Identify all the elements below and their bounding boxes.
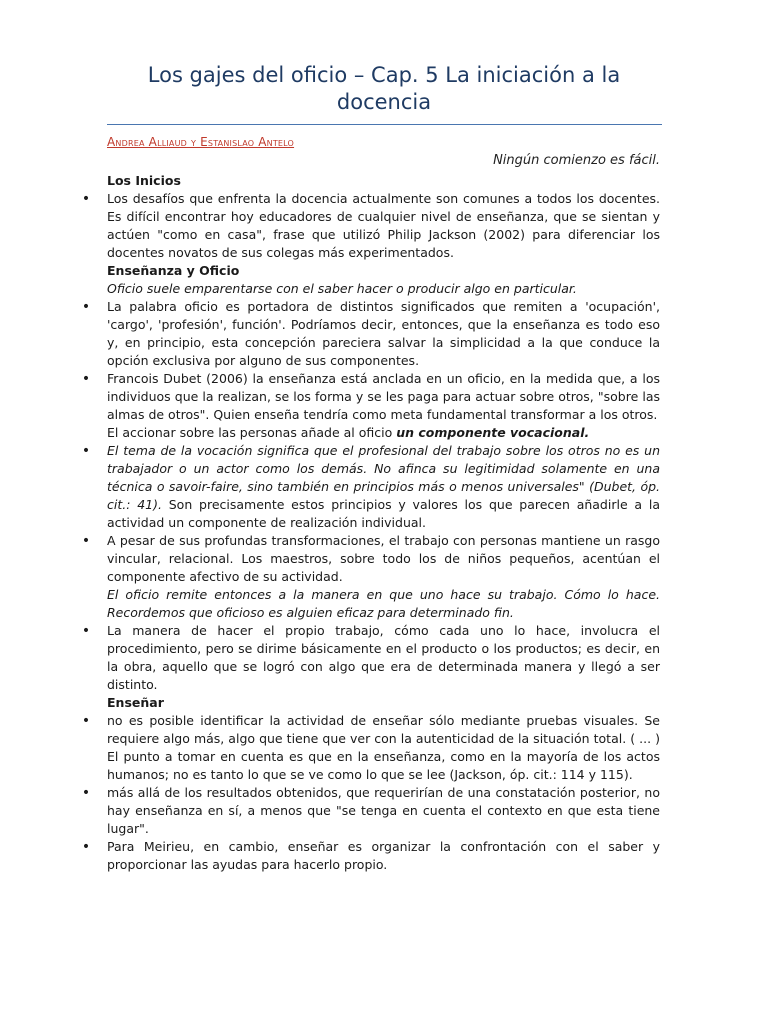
- oficio-note: El oficio remite entonces a la manera en que uno hace su trabajo. Cómo lo hace. Recordemos que oficioso es alguien eficaz para determinado fin.: [107, 587, 660, 620]
- bullet-icon: •: [81, 533, 91, 549]
- bullet-icon: •: [81, 443, 91, 459]
- section-heading-inicios: Los Inicios: [107, 173, 181, 188]
- bullet-icon: •: [81, 785, 91, 801]
- oficio-intro: Oficio suele emparentarse con el saber hacer o producir algo en particular.: [107, 281, 577, 296]
- paragraph-text: no es posible identificar la actividad de enseñar sólo mediante pruebas visuales. Se requiere algo más, algo que tiene que ver con la autenticidad de la situación total. ( ... ) El punto a tomar en cuenta es que en la enseñanza, como en la mayoría de los actos humanos; no es tanto lo que se ve como lo que se lee (Jackson, óp. cit.: 114 y 115).: [107, 713, 660, 782]
- list-item: [81, 532, 660, 586]
- list-item: [81, 622, 660, 694]
- bullet-icon: •: [81, 623, 91, 639]
- paragraph-text: La palabra oficio es portadora de distintos significados que remiten a 'ocupación', 'cargo', 'profesión', función'. Podríamos decir, entonces, que la enseñanza es todo eso y, en principio, esta concepción pareciera salvar la simplicidad a la que conduce la opción exclusiva por alguno de sus componentes.: [107, 299, 660, 368]
- section-heading-oficio: Enseñanza y Oficio: [107, 263, 240, 278]
- list-item: [81, 838, 660, 874]
- paragraph-text: A pesar de sus profundas transformaciones, el trabajo con personas mantiene un rasgo vincular, relacional. Los maestros, sobre todo los de niños pequeños, acentúan el componente afectivo de su actividad.: [107, 533, 660, 584]
- document-body: [81, 172, 660, 874]
- quote-text: El tema de la vocación significa que el profesional del trabajo sobre los otros no es un trabajador o un actor como los demás. No afinca su legitimidad solamente en una técnica o savoir-faire, sino también en principios más o menos universales" (Dubet, óp. cit.: 41).: [107, 443, 660, 512]
- bullet-icon: •: [81, 839, 91, 855]
- list-item: [81, 442, 660, 532]
- paragraph-text: Para Meirieu, en cambio, enseñar es organizar la confrontación con el saber y proporcionar las ayudas para hacerlo propio.: [107, 839, 660, 872]
- bullet-icon: •: [81, 713, 91, 729]
- bullet-icon: •: [81, 299, 91, 315]
- list-item: [81, 370, 660, 424]
- epigraph: Ningún comienzo es fácil.: [493, 153, 660, 168]
- page-title: Los gajes del oficio – Cap. 5 La iniciación a la docencia: [147, 63, 621, 114]
- paragraph-text: La manera de hacer el propio trabajo, cómo cada uno lo hace, involucra el procedimiento, pero se dirime básicamente en el producto o los productos; es decir, en la obra, aquello que se logró con algo que era de determinada manera y llegó a ser distinto.: [107, 623, 660, 692]
- vocational-emphasis: un componente vocacional.: [396, 425, 590, 440]
- bullet-icon: •: [81, 371, 91, 387]
- paragraph-text: Los desafíos que enfrenta la docencia actualmente son comunes a todos los docentes. Es difícil encontrar hoy educadores de cualquier nivel de enseñanza, que se sientan y actúen "como en casa", frase que utilizó Philip Jackson (2002) para diferenciar los docentes novatos de sus colegas más experimentados.: [107, 191, 660, 260]
- bullet-icon: •: [81, 191, 91, 207]
- paragraph-text: Francois Dubet (2006) la enseñanza está anclada en un oficio, en la medida que, a los individuos que la realizan, se los forma y se les paga para actuar sobre otros, "sobre las almas de otros". Quien enseña tendría como meta fundamental transformar a los otros.: [107, 371, 660, 422]
- paragraph-text: Son precisamente estos principios y valores los que parecen añadirle a la actividad un componente de realización individual.: [107, 497, 660, 530]
- vocational-line: [107, 424, 660, 442]
- title-divider: [107, 124, 662, 125]
- author-line: Andrea Alliaud y Estanislao Antelo: [107, 135, 295, 149]
- vocational-line-text: El accionar sobre las personas añade al oficio: [107, 425, 397, 440]
- list-item: [81, 298, 660, 370]
- list-item: [81, 712, 660, 784]
- section-heading-ensenar: Enseñar: [107, 695, 164, 710]
- list-item: [81, 190, 660, 262]
- list-item: [81, 784, 660, 838]
- paragraph-text: más allá de los resultados obtenidos, que requerirían de una constatación posterior, no hay enseñanza en sí, a menos que "se tenga en cuenta el contexto en que esta tiene lugar".: [107, 785, 660, 836]
